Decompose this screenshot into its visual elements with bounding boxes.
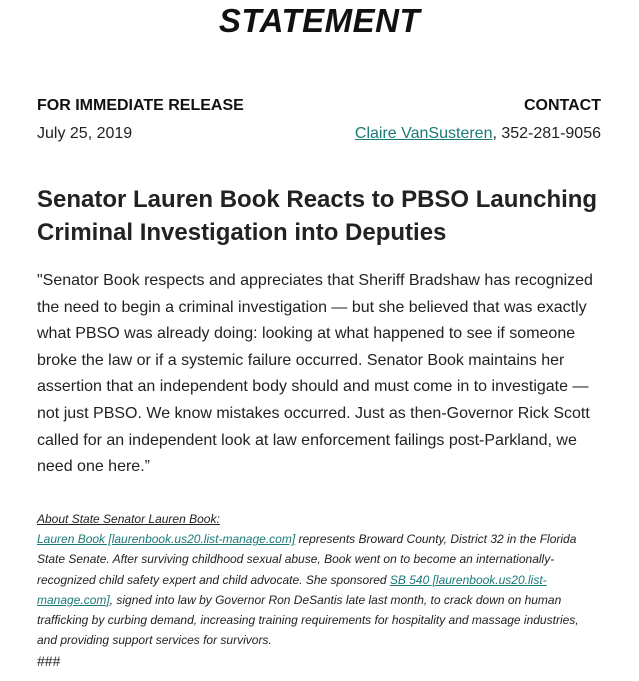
contact-info [355,124,601,144]
about-text-2: , signed into law by Governor Ron DeSantis late last month, to crack down on human trafficking by curbing demand, increasing training requirements for hospitality and massage industries, and providing support services for survivors. [37,592,579,648]
statement-title: STATEMENT [218,2,421,39]
contact-label: CONTACT [523,97,601,114]
contact-name-link[interactable]: Claire VanSusteren [354,125,493,142]
contact-phone: , 352-281-9056 [492,125,601,142]
release-date: July 25, 2019 [37,125,133,142]
about-text-1: represents Broward County, District 32 in the Florida State Senate. After surviving childhood sexual abuse, Book went on to become an internationally-recognized child safety expert and child advocate. She sponsored [37,532,577,587]
end-mark: ### [37,653,61,669]
about-body [37,529,597,650]
release-label: FOR IMMEDIATE RELEASE [37,97,244,114]
lauren-book-link[interactable]: Lauren Book [laurenbook.us20.list-manage.com] [37,532,296,547]
sb540-link[interactable]: SB 540 [laurenbook.us20.list-manage.com] [37,572,547,607]
contact-block [355,96,601,144]
headline: Senator Lauren Book Reacts to PBSO Launching Criminal Investigation into Deputies [37,186,598,246]
release-block [37,96,244,144]
quote-paragraph: "Senator Book respects and appreciates that Sheriff Bradshaw has recognized the need to begin a criminal investigation — but she believed that was exactly what PBSO was already doing: looking at what happened to see if someone broke the law or if a systemic failure occurred. Senator Book maintains her assertion that an independent body should and must come in to investigate — not just PBSO. We know mistakes occurred. Just as then-Governor Rick Scott called for an independent look at law enforcement failings post-Parkland, we need one here.” [37,272,593,476]
about-section [37,509,597,650]
about-heading: About State Senator Lauren Book: [37,512,220,526]
